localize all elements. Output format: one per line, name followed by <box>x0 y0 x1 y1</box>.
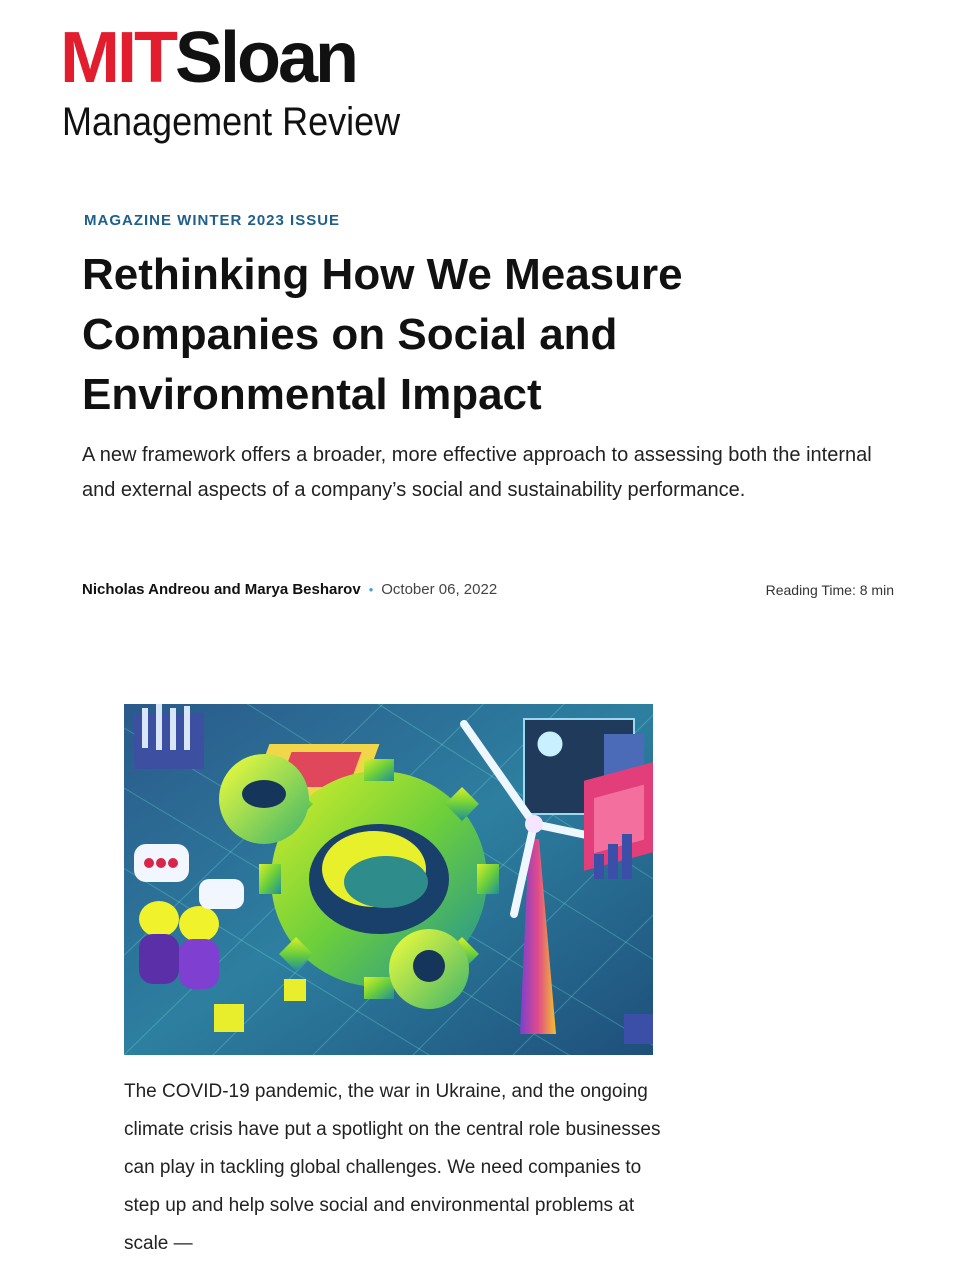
article-body-paragraph: The COVID-19 pandemic, the war in Ukraine, and the ongoing climate crisis have put a spotlight on the central role businesses can play in tackling global challenges. We need companies to step up and help solve social and environmental problems at scale — <box>124 1081 661 1254</box>
publish-date: October 06, 2022 <box>381 581 498 598</box>
reading-time: Reading Time: 8 min <box>765 582 894 598</box>
mit-sloan-logo[interactable] <box>60 18 440 144</box>
logo-subtitle: Management Review <box>62 100 401 144</box>
hero-illustration-art <box>124 704 653 1055</box>
logo-wordmark <box>60 18 356 98</box>
author-links[interactable]: Nicholas Andreou and Marya Besharov <box>82 581 361 598</box>
logo-mit: MIT <box>60 18 175 98</box>
byline <box>82 578 894 602</box>
logo-sloan: Sloan <box>174 18 356 98</box>
issue-kicker-link[interactable]: MAGAZINE WINTER 2023 ISSUE <box>84 212 341 229</box>
article-title: Rethinking How We Measure Companies on Social and Environmental Impact <box>82 250 683 419</box>
byline-separator: • <box>368 582 374 597</box>
article-dek: A new framework offers a broader, more effective approach to assessing both the internal and external aspects of a company’s social and sustainability performance. <box>82 444 872 501</box>
hero-illustration <box>124 704 653 1055</box>
